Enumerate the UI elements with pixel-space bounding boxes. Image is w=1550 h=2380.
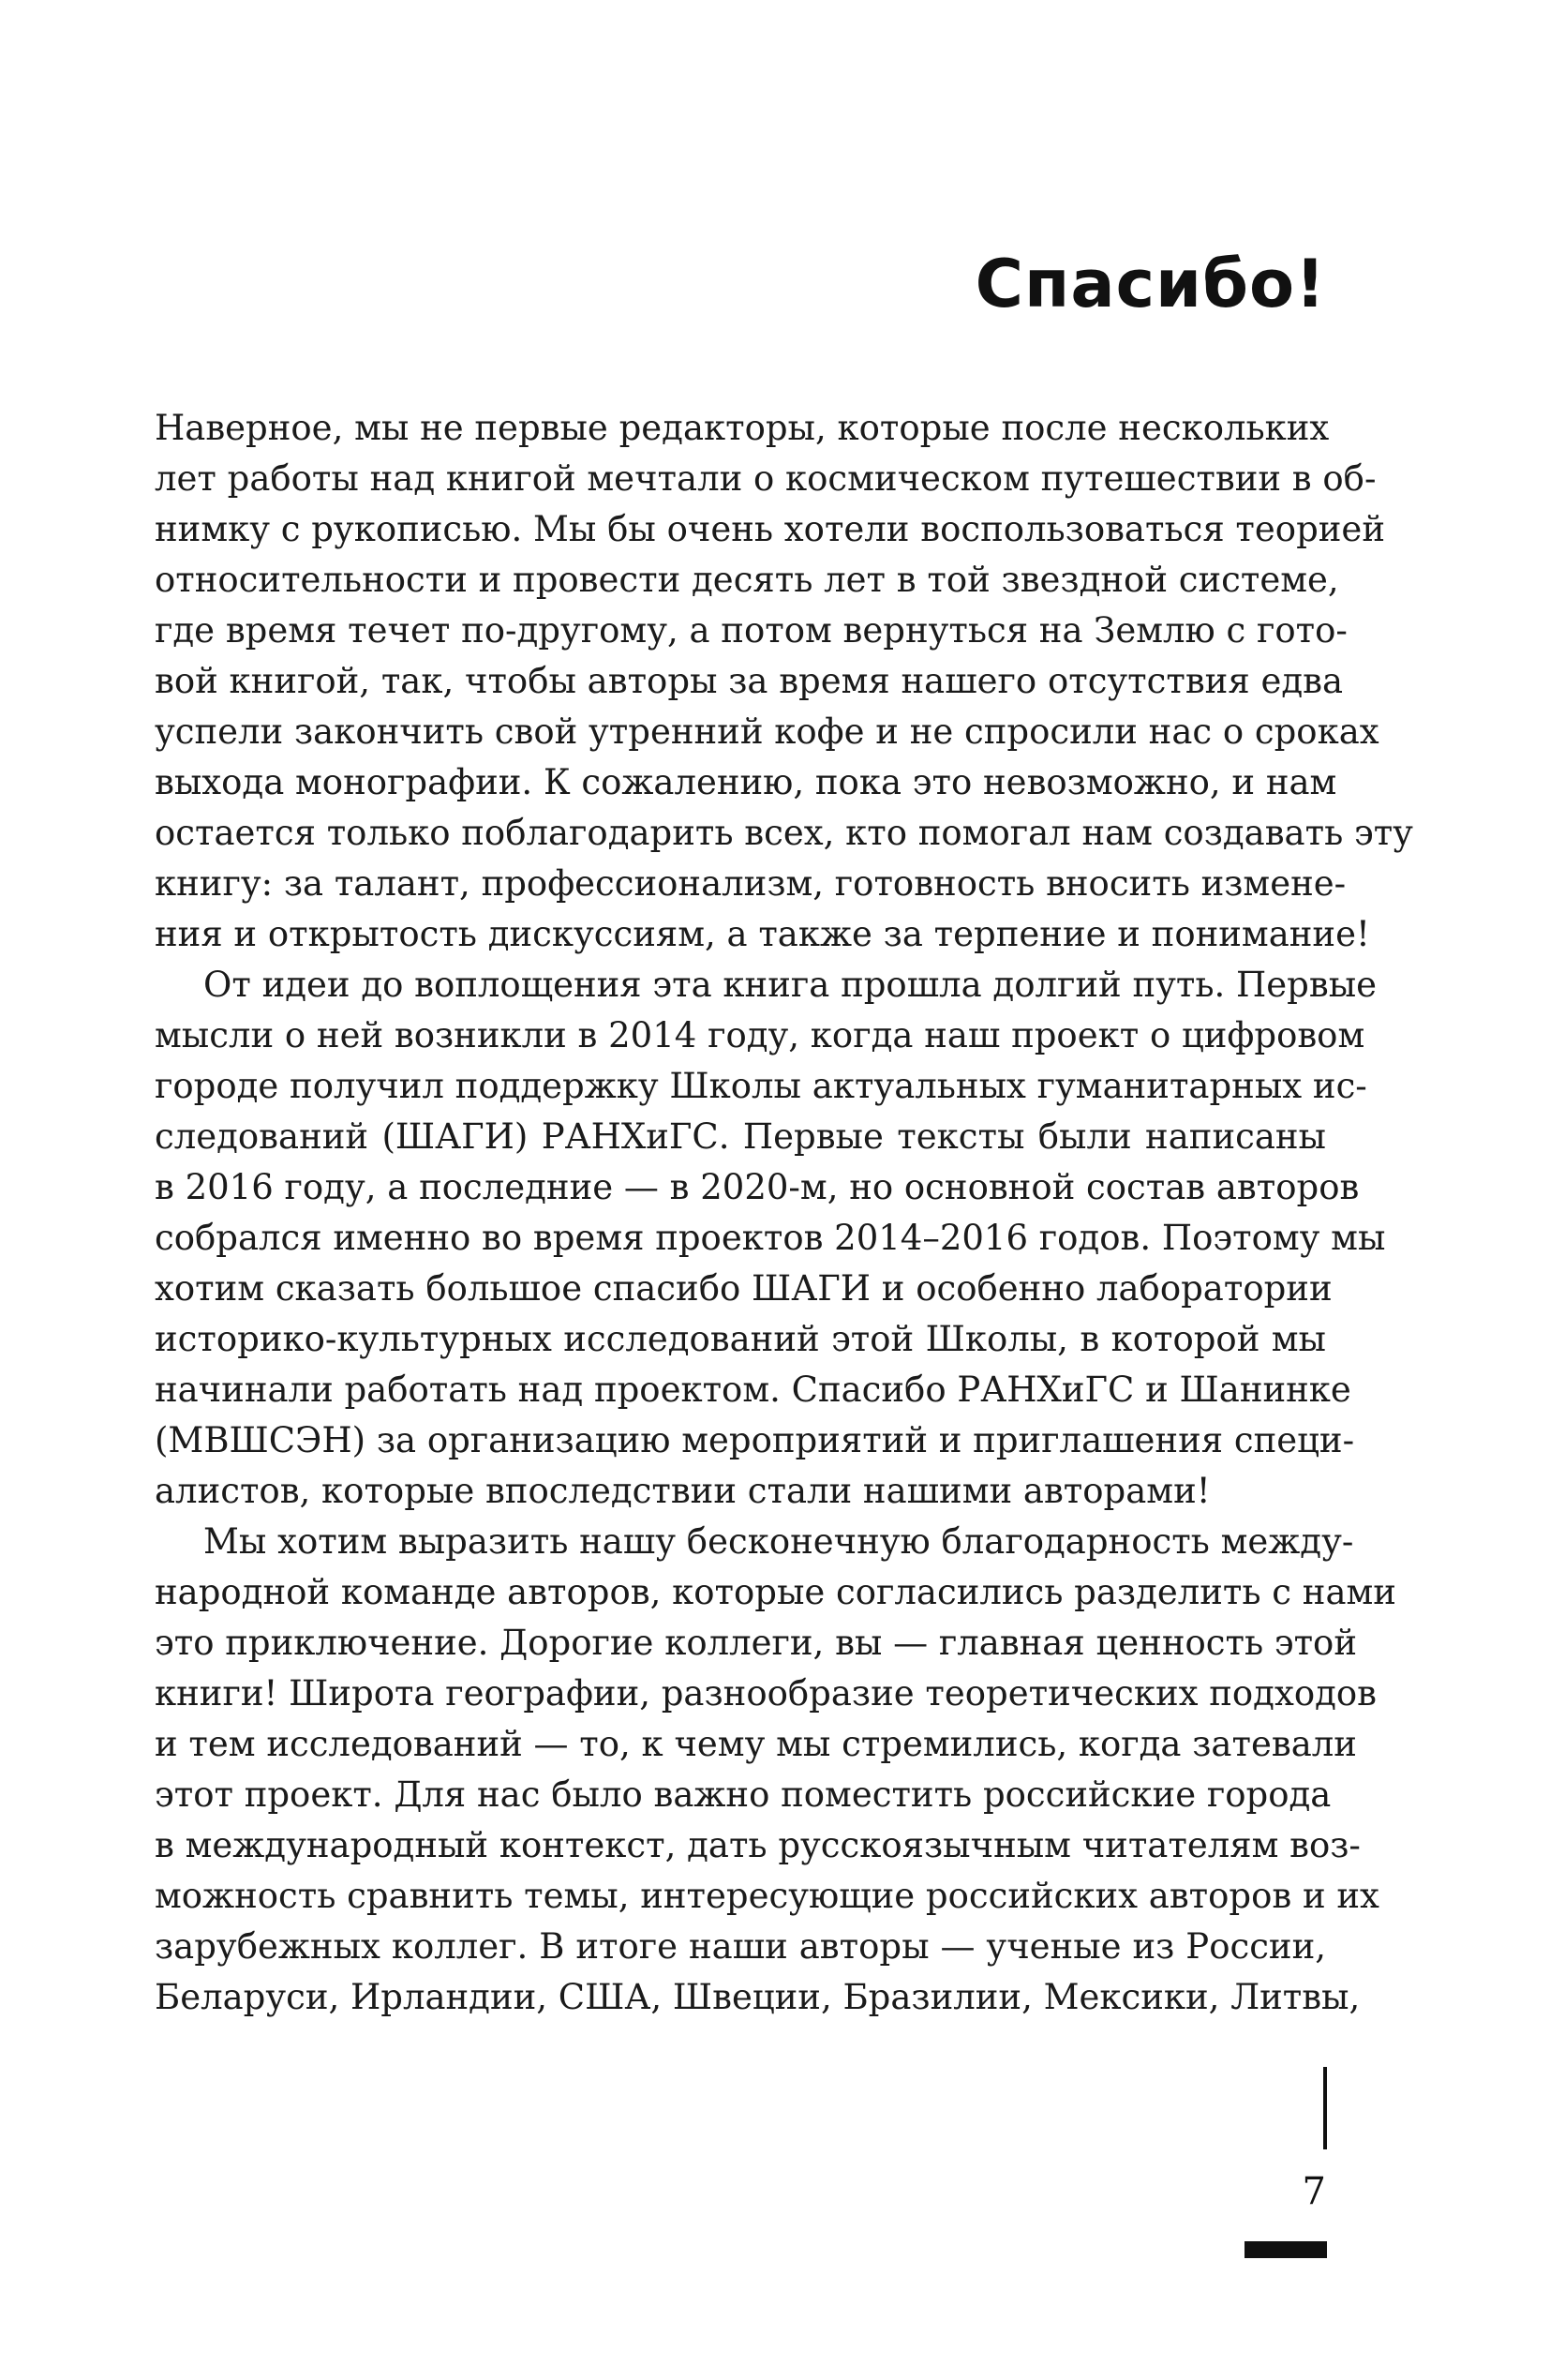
text-line: Беларуси, Ирландии, США, Швеции, Бразилии, Мексики, Литвы,	[155, 1977, 1361, 2017]
text-line: алистов, которые впоследствии стали нашими авторами!	[155, 1471, 1211, 1511]
text-line: Мы хотим выразить нашу бесконечную благодарность между-	[203, 1521, 1354, 1562]
text-line: лет работы над книгой мечтали о космическом путешествии в об-	[155, 458, 1377, 499]
text-line: начинали работать над проектом. Спасибо РАНХиГС и Шанинке	[155, 1370, 1351, 1410]
text-line: это приключение. Дорогие коллеги, вы — главная ценность этой	[155, 1623, 1357, 1663]
text-line: ния и открытость дискуссиям, а также за терпение и понимание!	[155, 914, 1370, 954]
text-line: нимку с рукописью. Мы бы очень хотели воспользоваться теорией	[155, 509, 1385, 549]
text-line: хотим сказать большое спасибо ШАГИ и особенно лаборатории	[155, 1268, 1333, 1309]
body-text	[155, 403, 1413, 2023]
page-title: Спасибо!	[975, 246, 1326, 322]
text-line: вой книгой, так, чтобы авторы за время нашего отсутствия едва	[155, 661, 1344, 701]
text-line: успели закончить свой утренний кофе и не спросили нас о сроках	[155, 711, 1379, 752]
text-line: в 2016 году, а последние — в 2020-м, но основной состав авторов	[155, 1167, 1360, 1207]
text-line: можность сравнить темы, интересующие российских авторов и их	[155, 1876, 1379, 1916]
text-line: выхода монографии. К сожалению, пока это невозможно, и нам	[155, 762, 1337, 802]
text-line: собрался именно во время проектов 2014–2016 годов. Поэтому мы	[155, 1218, 1386, 1258]
text-line: следований (ШАГИ) РАНХиГС. Первые тексты были написаны	[155, 1116, 1326, 1157]
text-line: народной команде авторов, которые согласились разделить с нами	[155, 1572, 1396, 1612]
text-line: где время течет по-другому, а потом вернуться на Землю с гото-	[155, 610, 1348, 651]
text-line: городе получил поддержку Школы актуальных гуманитарных ис-	[155, 1066, 1367, 1106]
text-line: историко-культурных исследований этой Школы, в которой мы	[155, 1319, 1326, 1359]
text-line: остается только поблагодарить всех, кто помогал нам создавать эту	[155, 813, 1413, 853]
text-line: (МВШСЭН) за организацию мероприятий и приглашения специ-	[155, 1420, 1355, 1460]
text-line: книги! Широта географии, разнообразие теоретических подходов	[155, 1673, 1377, 1714]
footer-rule-block	[1244, 2241, 1327, 2258]
text-line: книгу: за талант, профессионализм, готовность вносить измене-	[155, 863, 1347, 904]
text-line: мысли о ней возникли в 2014 году, когда наш проект о цифровом	[155, 1015, 1365, 1055]
text-line: и тем исследований — то, к чему мы стремились, когда затевали	[155, 1724, 1357, 1764]
text-line: Наверное, мы не первые редакторы, которые после нескольких	[155, 408, 1330, 448]
page-number: 7	[1302, 2170, 1326, 2213]
text-line: в международный контекст, дать русскоязычным читателям воз-	[155, 1825, 1361, 1865]
text-line: От идеи до воплощения эта книга прошла долгий путь. Первые	[203, 965, 1378, 1005]
text-line: относительности и провести десять лет в той звездной системе,	[155, 560, 1339, 600]
vertical-rule	[1323, 2067, 1327, 2149]
text-line: этот проект. Для нас было важно поместить российские города	[155, 1774, 1332, 1815]
text-line: зарубежных коллег. В итоге наши авторы — ученые из России,	[155, 1926, 1326, 1967]
